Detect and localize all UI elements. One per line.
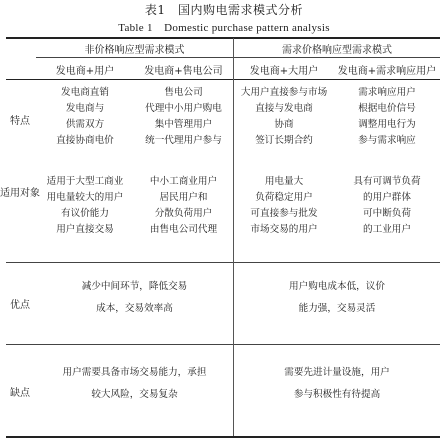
table-caption-cn: 表1 国内购电需求模式分析 — [144, 3, 304, 17]
subheader-2: 发电商+售电公司 — [144, 66, 223, 77]
row-divider-3 — [6, 344, 440, 345]
row-divider-2 — [6, 262, 440, 263]
cell-r2-c1: 适用于大型工商业 用电量较大的用户 有议价能力 用户直接交易 — [46, 176, 124, 235]
cell-r1-c4: 需求响应用户 根据电价信号 调整用电行为 参与需求响应 — [358, 87, 416, 146]
subheader-3: 发电商+大用户 — [249, 66, 319, 77]
cell-r4-c1: 用户需要具备市场交易能力，承担 较大风险，交易复杂 — [62, 367, 207, 400]
header-bottom-rule — [6, 79, 440, 80]
cell-r3-c2: 用户购电成本低，议价 能力强，交易灵活 — [289, 281, 385, 314]
row-label-features: 特点 — [10, 116, 30, 127]
row-label-applicable: 适用对象 — [0, 188, 40, 199]
bottom-rule — [6, 436, 440, 438]
subheader-1: 发电商+用户 — [55, 66, 115, 77]
cell-r1-c1: 发电商直销 发电商与 供需双方 直接协商电价 — [56, 87, 114, 146]
cell-r2-c3: 用电量大 负荷稳定用户 可直接参与批发 市场交易的用户 — [250, 176, 318, 235]
header-right-group: 需求价格响应型需求模式 — [282, 45, 392, 56]
header-divider-1 — [36, 57, 440, 58]
top-rule — [6, 37, 440, 39]
subheader-4: 发电商+需求响应用户 — [337, 66, 437, 77]
row-label-disadvantages: 缺点 — [10, 388, 30, 399]
cell-r1-c3: 大用户直接参与市场 直接与发电商 协商 签订长期合约 — [240, 87, 328, 146]
table-caption-en: Table 1 Domestic purchase pattern analysis — [118, 22, 330, 34]
cell-r2-c2: 中小工商业用户 居民用户和 分散负荷用户 由售电公司代理 — [149, 176, 218, 235]
header-left-group: 非价格响应型需求模式 — [84, 45, 185, 56]
cell-r3-c1: 减少中间环节，降低交易 成本，交易效率高 — [81, 281, 188, 314]
cell-r4-c2: 需要先进计量设施，用户 参与积极性有待提高 — [284, 367, 390, 400]
cell-r2-c4: 具有可调节负荷 的用户群体 可中断负荷 的工业用户 — [353, 176, 421, 235]
row-label-advantages: 优点 — [10, 300, 30, 311]
cell-r1-c2: 售电公司 代理中小用户购电 集中管理用户 统一代理用户参与 — [145, 87, 222, 146]
